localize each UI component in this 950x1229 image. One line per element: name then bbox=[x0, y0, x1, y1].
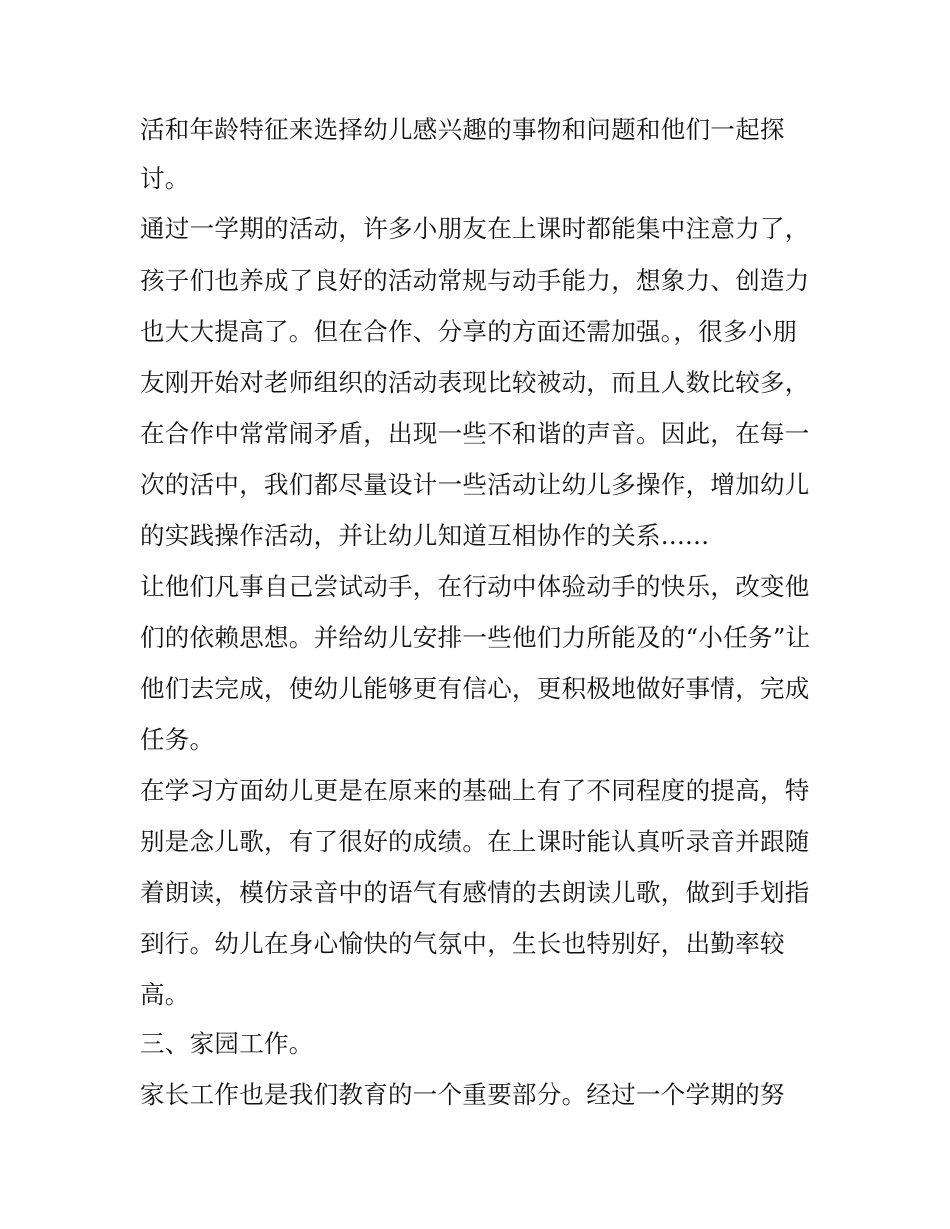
section-heading: 三、家园工作。 bbox=[140, 1029, 314, 1058]
text-line-16: 着朗读，模仿录音中的语气有感情的去朗读儿歌，做到手划指 bbox=[140, 878, 810, 907]
text-line-2: 讨。 bbox=[140, 164, 190, 193]
text-line-10: 让他们凡事自己尝试动手，在行动中体验动手的快乐，改变他 bbox=[140, 572, 810, 601]
text-line-17: 到行。幼儿在身心愉快的气氛中，生长也特别好，出勤率较 bbox=[140, 929, 785, 958]
text-line-9: 的实践操作活动，并让幼儿知道互相协作的关系...... bbox=[140, 521, 710, 550]
text-line-13: 任务。 bbox=[140, 725, 215, 754]
text-line-5: 也大大提高了。但在合作、分享的方面还需加强。，很多小朋 bbox=[140, 317, 798, 346]
text-line-14: 在学习方面幼儿更是在原来的基础上有了不同程度的提高，特 bbox=[140, 776, 810, 805]
text-line-1: 活和年龄特征来选择幼儿感兴趣的事物和问题和他们一起探 bbox=[140, 115, 785, 144]
text-line-6: 友刚开始对老师组织的活动表现比较被动，而且人数比较多， bbox=[140, 368, 810, 397]
text-line-11: 们的依赖思想。并给幼儿安排一些他们力所能及的“小任务”让 bbox=[140, 623, 811, 652]
text-line-20: 家长工作也是我们教育的一个重要部分。经过一个学期的努 bbox=[140, 1080, 785, 1109]
text-line-18: 高。 bbox=[140, 980, 190, 1009]
text-line-7: 在合作中常常闹矛盾，出现一些不和谐的声音。因此，在每一 bbox=[140, 419, 810, 448]
text-line-4: 孩子们也养成了良好的活动常规与动手能力，想象力、创造力 bbox=[140, 266, 810, 295]
text-line-3: 通过一学期的活动，许多小朋友在上课时都能集中注意力了， bbox=[140, 214, 810, 243]
text-line-8: 次的活中，我们都尽量设计一些活动让幼儿多操作，增加幼儿 bbox=[140, 470, 810, 499]
text-line-15: 别是念儿歌，有了很好的成绩。在上课时能认真听录音并跟随 bbox=[140, 827, 810, 856]
text-line-12: 他们去完成，使幼儿能够更有信心，更积极地做好事情，完成 bbox=[140, 674, 810, 703]
